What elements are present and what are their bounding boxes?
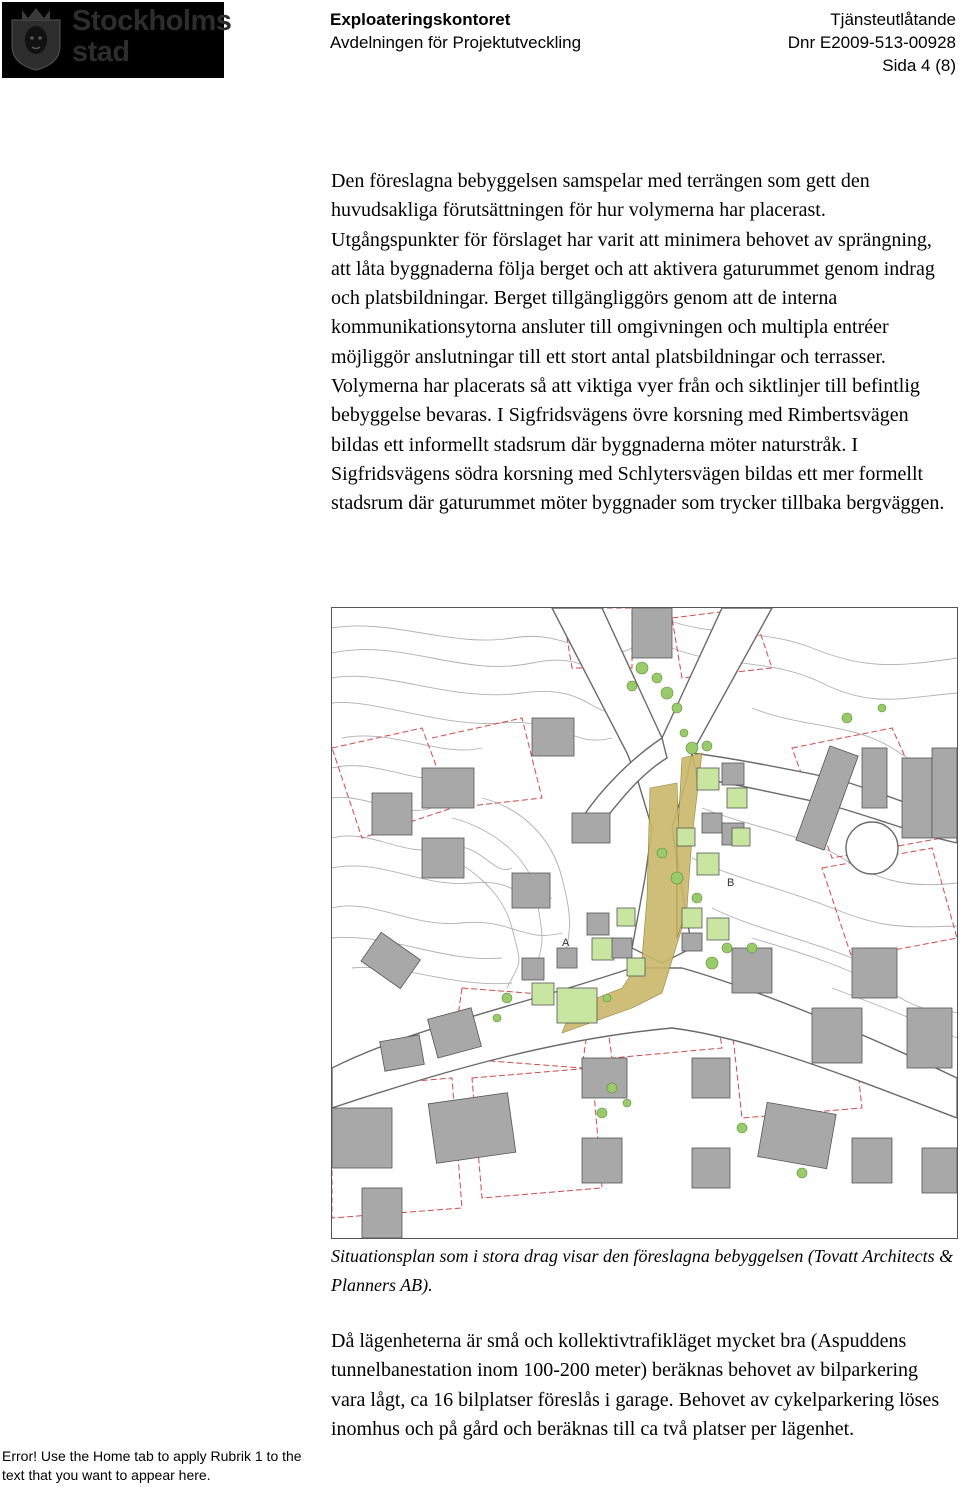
footer-error-text: Error! Use the Home tab to apply Rubrik 1 to the text that you want to appear here. <box>2 1448 302 1483</box>
logo-text-line1: Stockholms <box>72 5 232 37</box>
site-plan-drawing <box>332 608 957 1238</box>
figure-caption: Situationsplan som i stora drag visar den föreslagna bebyggelsen (Tovatt Architects & Planners AB). <box>331 1246 954 1295</box>
stockholm-emblem-icon <box>8 6 64 72</box>
department-name: Exploateringskontoret <box>330 10 511 29</box>
page-number: Sida 4 (8) <box>882 56 956 75</box>
logo-wordmark <box>72 6 231 68</box>
header-left <box>330 8 581 54</box>
body-paragraph-1: Den föreslagna bebyggelsen samspelar med terrängen som gett den huvudsakliga förutsättningen för hur volymerna har placerast. Utgångspunkter för förslaget har varit att minimera behovet av sprängning, att låta byggnaderna följa berget och att aktivera gaturummet genom indrag och platsbildningar. Berget tillgängliggörs genom att de interna kommunikationsytorna ansluter till omgivningen och multipla entréer möjliggör anslutningar till ett stort antal platsbildningar och terrasser. Volymerna har placerats så att viktiga vyer från och siktlinjer till befintlig bebyggelse bevaras. I Sigfridsvägens övre korsning med Rimbertsvägen bildas ett informellt stadsrum där byggnaderna möter naturstråk. I Sigfridsvägens södra korsning med Schlytersvägen bildas ett mer formellt stadsrum där gaturummet möter byggnader som trycker tillbaka bergväggen. <box>331 170 945 515</box>
stockholm-logo <box>2 2 232 78</box>
body-paragraph-2: Då lägenheterna är små och kollektivtrafikläget mycket bra (Aspuddens tunnelbanestation inom 100-200 meter) beräknas behovet av bilparkering vara lågt, ca 16 bilplatser föreslås i garage. Behovet av cykelparkering löses inomhus och på gård och beräknas till ca två platser per lägenhet. <box>331 1330 940 1440</box>
site-plan-map <box>331 607 958 1239</box>
map-label-a: A <box>562 937 570 949</box>
logo-text-line2: stad <box>72 36 130 68</box>
document-number: Dnr E2009-513-00928 <box>787 33 956 52</box>
header-right <box>788 8 956 77</box>
document-type: Tjänsteutlåtande <box>830 10 956 29</box>
map-label-b: B <box>727 877 735 889</box>
division-name: Avdelningen för Projektutveckling <box>330 33 582 52</box>
